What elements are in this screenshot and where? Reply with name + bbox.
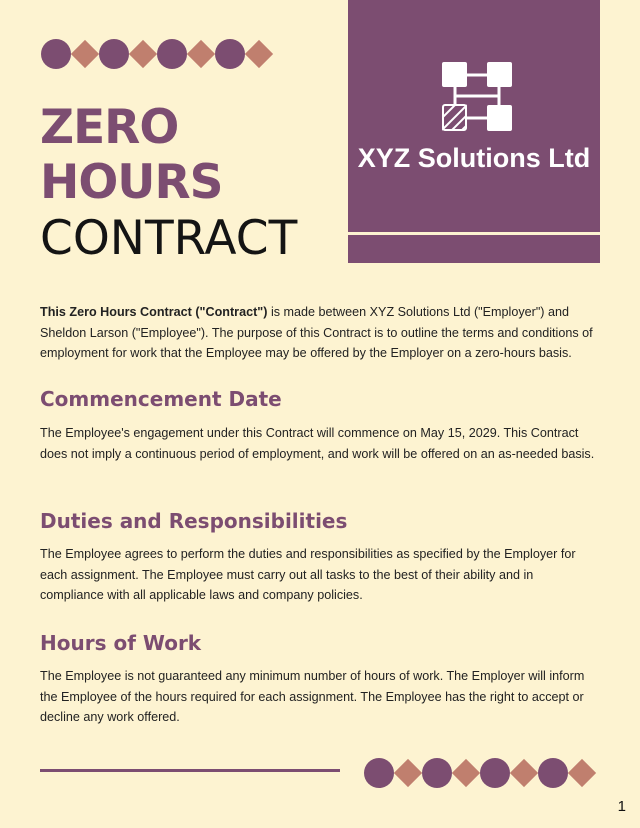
circle-shape — [422, 758, 452, 788]
title-line-2: HOURS — [40, 155, 223, 210]
section-heading-hours: Hours of Work — [40, 631, 202, 655]
page-number: 1 — [617, 798, 626, 815]
circle-shape — [215, 39, 245, 69]
diamond-shape — [452, 759, 480, 787]
decorative-pattern-bottom — [364, 758, 596, 788]
footer-divider — [40, 769, 340, 772]
circle-shape — [480, 758, 510, 788]
circle-shape — [99, 39, 129, 69]
section-body-duties: The Employee agrees to perform the duties and responsibilities as specified by the Employer for each assignment. The Employee must carry out all tasks to the best of their ability and in compliance with all applicable laws and company policies. — [40, 547, 576, 602]
intro-paragraph — [40, 302, 600, 364]
diamond-shape — [71, 40, 99, 68]
section-body-hours: The Employee is not guaranteed any minimum number of hours of work. The Employer will inform the Employee of the hours required for each assignment. The Employee has the right to accept or decline any work offered. — [40, 669, 585, 724]
network-squares-icon — [441, 61, 513, 133]
diamond-shape — [129, 40, 157, 68]
document-title — [40, 100, 297, 267]
circle-shape — [157, 39, 187, 69]
circle-shape — [41, 39, 71, 69]
section-heading-commencement: Commencement Date — [40, 387, 282, 411]
brand-divider — [348, 232, 600, 235]
diamond-shape — [568, 759, 596, 787]
diamond-shape — [394, 759, 422, 787]
intro-text: is made between XYZ Solutions Ltd ("Employer") and Sheldon Larson ("Employee"). The purpose of this Contract is to outline the terms and conditions of employment for work that the Employee may be offered by the Employer on a zero-hours basis. — [40, 305, 593, 360]
diamond-shape — [187, 40, 215, 68]
company-brand-panel — [348, 0, 600, 263]
diamond-shape — [510, 759, 538, 787]
circle-shape — [364, 758, 394, 788]
section-heading-duties: Duties and Responsibilities — [40, 509, 348, 533]
company-name: XYZ Solutions Ltd — [357, 143, 591, 173]
title-line-1: ZERO — [40, 100, 179, 155]
circle-shape — [538, 758, 568, 788]
title-line-3: CONTRACT — [40, 211, 298, 266]
section-body-commencement: The Employee's engagement under this Contract will commence on May 15, 2029. This Contract does not imply a continuous period of employment, and work will be offered on an as-needed basis. — [40, 426, 595, 461]
decorative-pattern-top — [41, 39, 273, 69]
diamond-shape — [245, 40, 273, 68]
intro-bold-text: This Zero Hours Contract ("Contract") — [40, 305, 268, 319]
